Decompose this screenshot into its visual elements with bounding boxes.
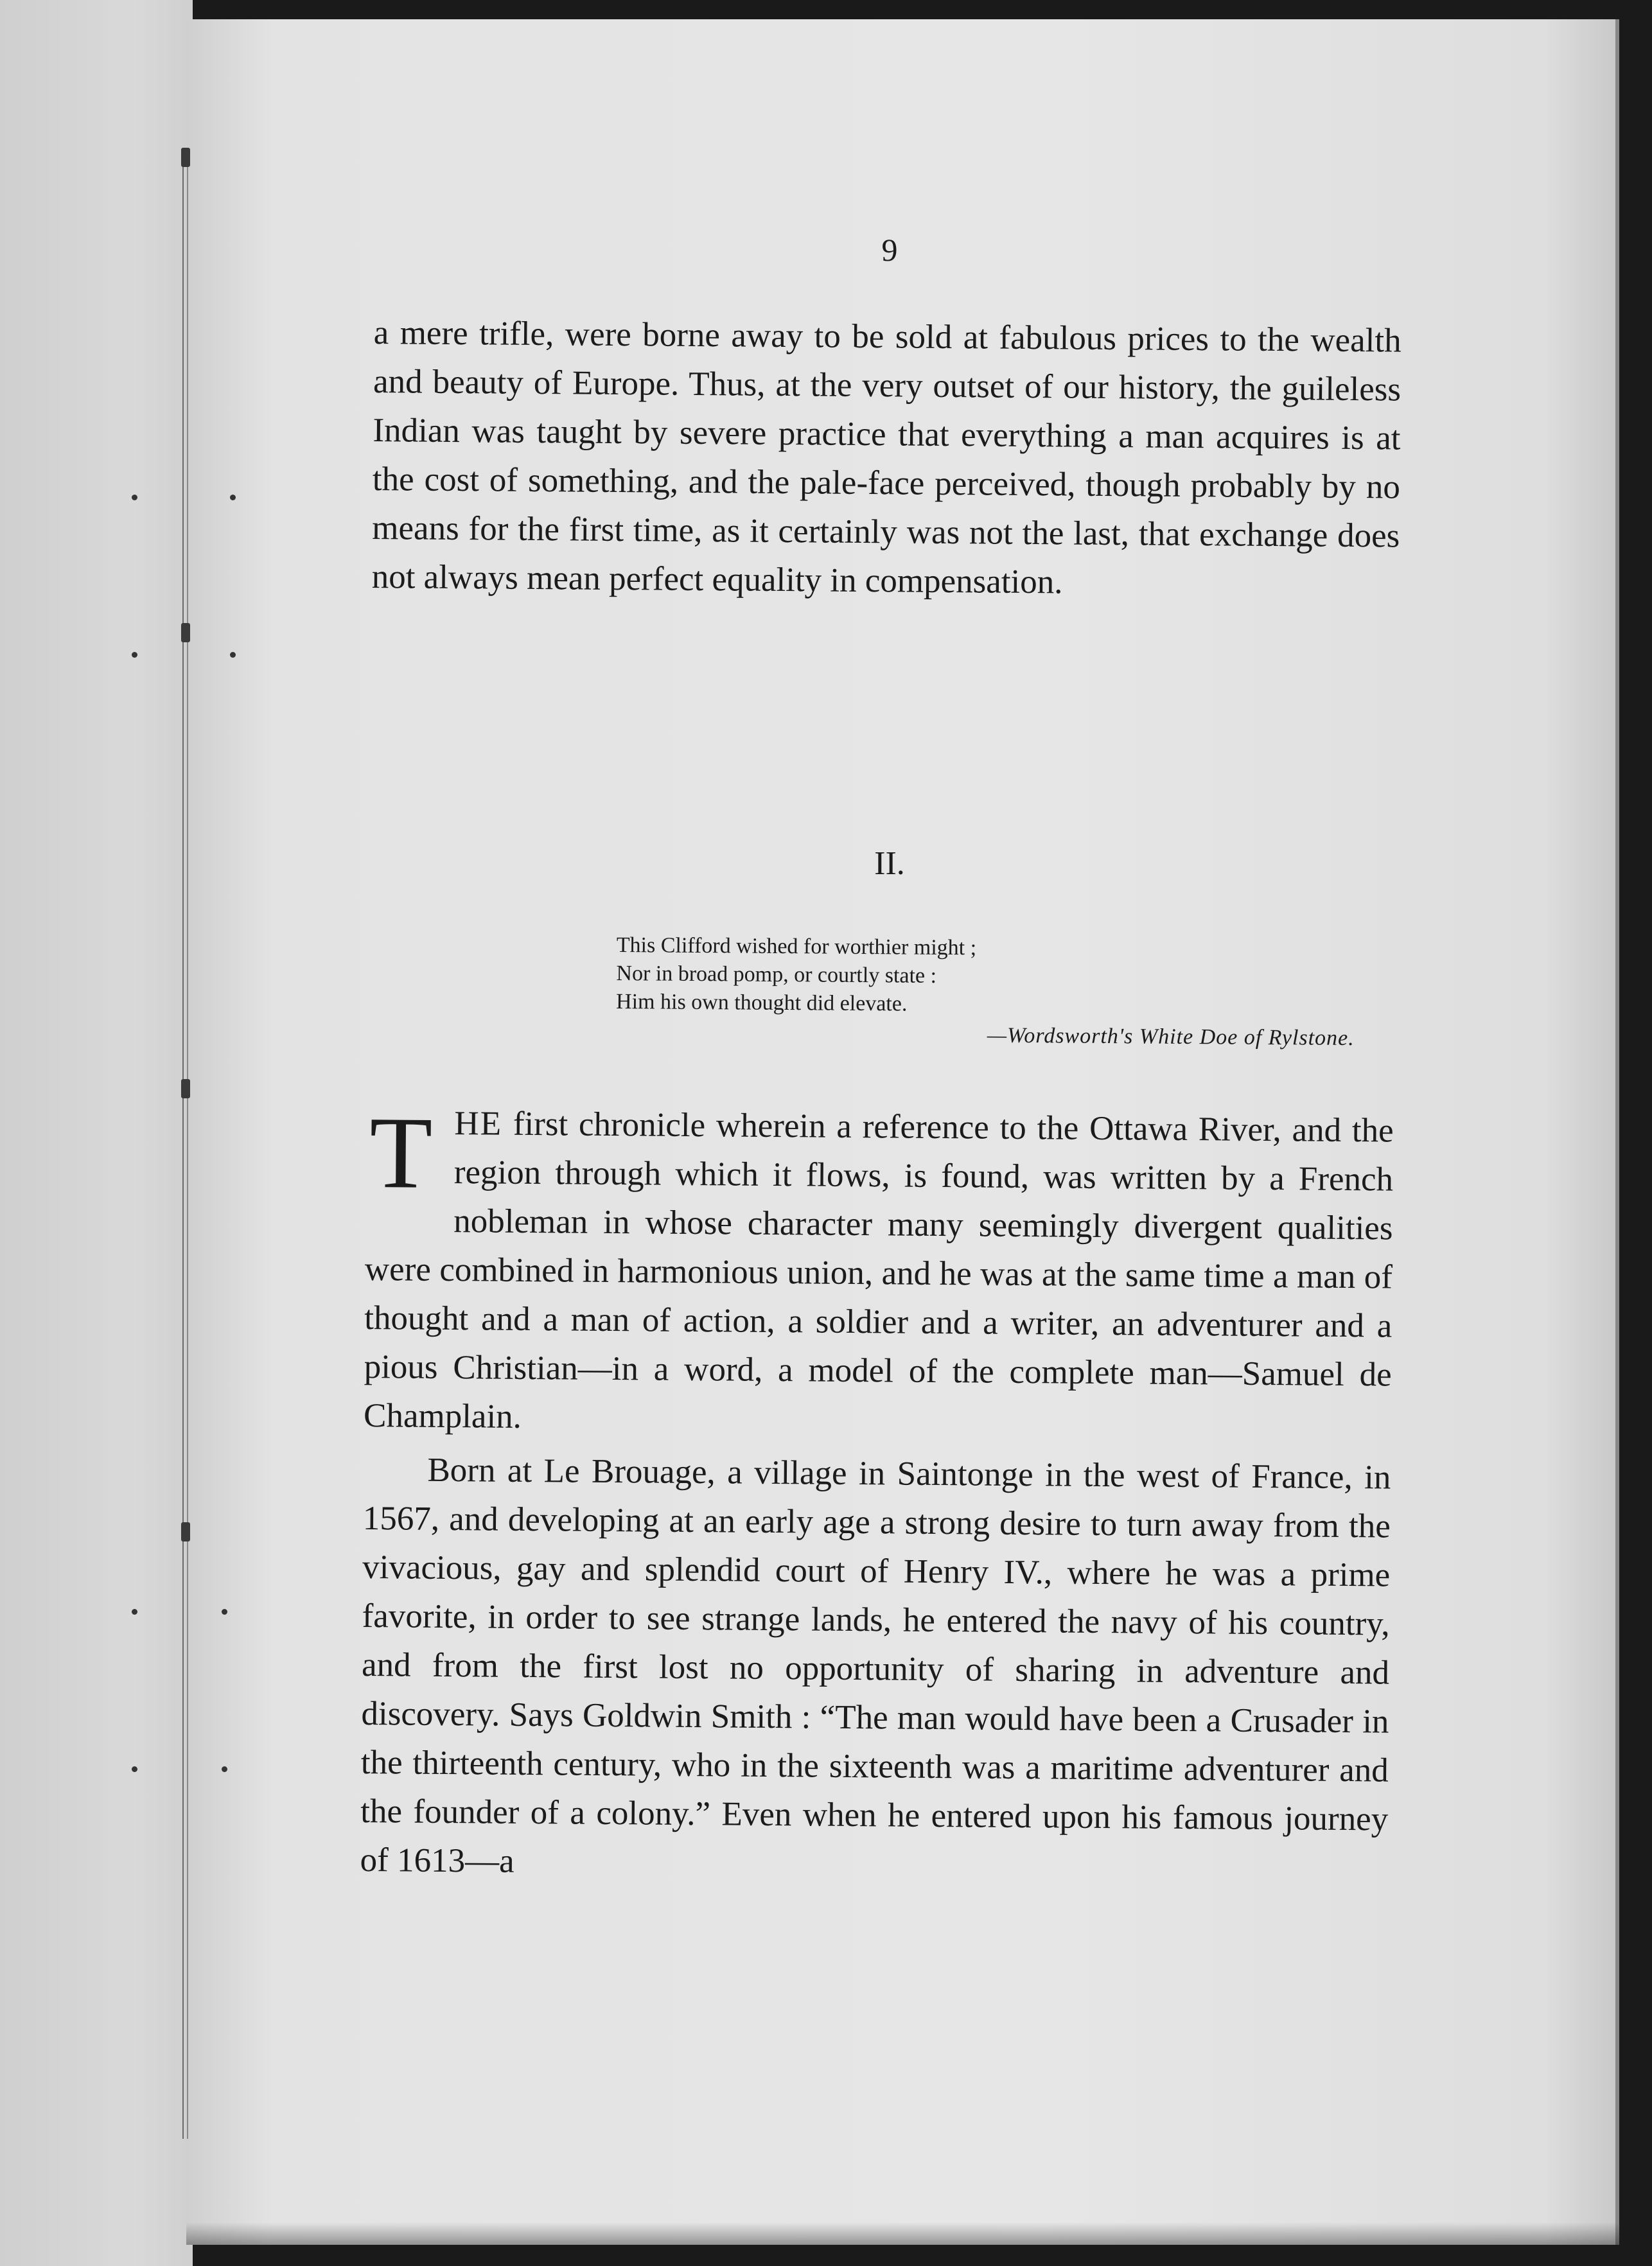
paper-speck <box>222 1609 227 1615</box>
section-heading: II. <box>874 845 905 882</box>
paper-speck <box>230 652 236 658</box>
top-paragraph-block <box>371 308 1402 610</box>
page-number: 9 <box>881 232 898 268</box>
top-paragraph: a mere trifle, were borne away to be sold at fabulous prices to the wealth and beauty of Europe. Thus, at the very outset of our history, the guileless Indian was taught by severe practice that everything a man acquires is at the cost of something, and the pale-face perceived, though probably by no means for the first time, as it certainly was not the last, that exchange does not always mean perfect equality in compensation. <box>371 313 1402 601</box>
thread-line <box>187 148 188 2139</box>
paper-speck <box>132 1609 137 1615</box>
epigraph-line: Nor in broad pomp, or courtly state : <box>616 961 937 988</box>
opening-smallcaps: HE <box>454 1105 503 1143</box>
left-page-edge <box>0 0 193 2266</box>
thread-line <box>182 148 184 2139</box>
page-bottom-shadow <box>186 2222 1619 2245</box>
binding-stitch <box>181 623 190 642</box>
binding-thread <box>181 148 191 2203</box>
opening-paragraph <box>363 1095 1394 1448</box>
paper-speck <box>230 495 236 500</box>
opening-paragraph-text: first chronicle wherein a reference to the Ottawa River, and the region through which it flows, is found, was written by a French nobleman in whose character many seemingly divergent qualities were combined in harmonious union, and he was at the same time a man of thought and a man of action, a soldier and a writer, an adventurer and a pious Christian—in a word, a model of the complete man—Samuel de Champlain. <box>363 1105 1394 1436</box>
epigraph-attribution: —Wordsworth's White Doe of Rylstone. <box>987 1023 1355 1051</box>
epigraph-line: Him his own thought did elevate. <box>615 989 908 1016</box>
drop-cap: T <box>369 1095 433 1210</box>
paper-speck <box>132 495 137 500</box>
main-text-block <box>360 1095 1394 1893</box>
binding-stitch <box>181 148 190 167</box>
second-paragraph: Born at Le Brouage, a village in Saintonge in the west of France, in 1567, and developing at an early age a strong desire to turn away from the vivacious, gay and splendid court of Henry IV., where he was a prime favorite, in order to see strange lands, he entered the navy of his country, and from the first lost no opportunity of sharing in adventure and discovery. Says Goldwin Smith : “The man would have been a Crusader in the thirteenth century, who in the sixteenth was a maritime adventurer and the founder of a colony.” Even when he entered upon his famous journey of 1613—a <box>360 1451 1391 1880</box>
binding-stitch <box>181 1079 190 1098</box>
paper-speck <box>222 1766 227 1772</box>
epigraph-line: This Clifford wished for worthier might ; <box>616 933 977 960</box>
paper-speck <box>132 652 137 658</box>
binding-stitch <box>181 1522 190 1541</box>
epigraph <box>616 931 1362 1053</box>
paper-speck <box>132 1766 137 1772</box>
